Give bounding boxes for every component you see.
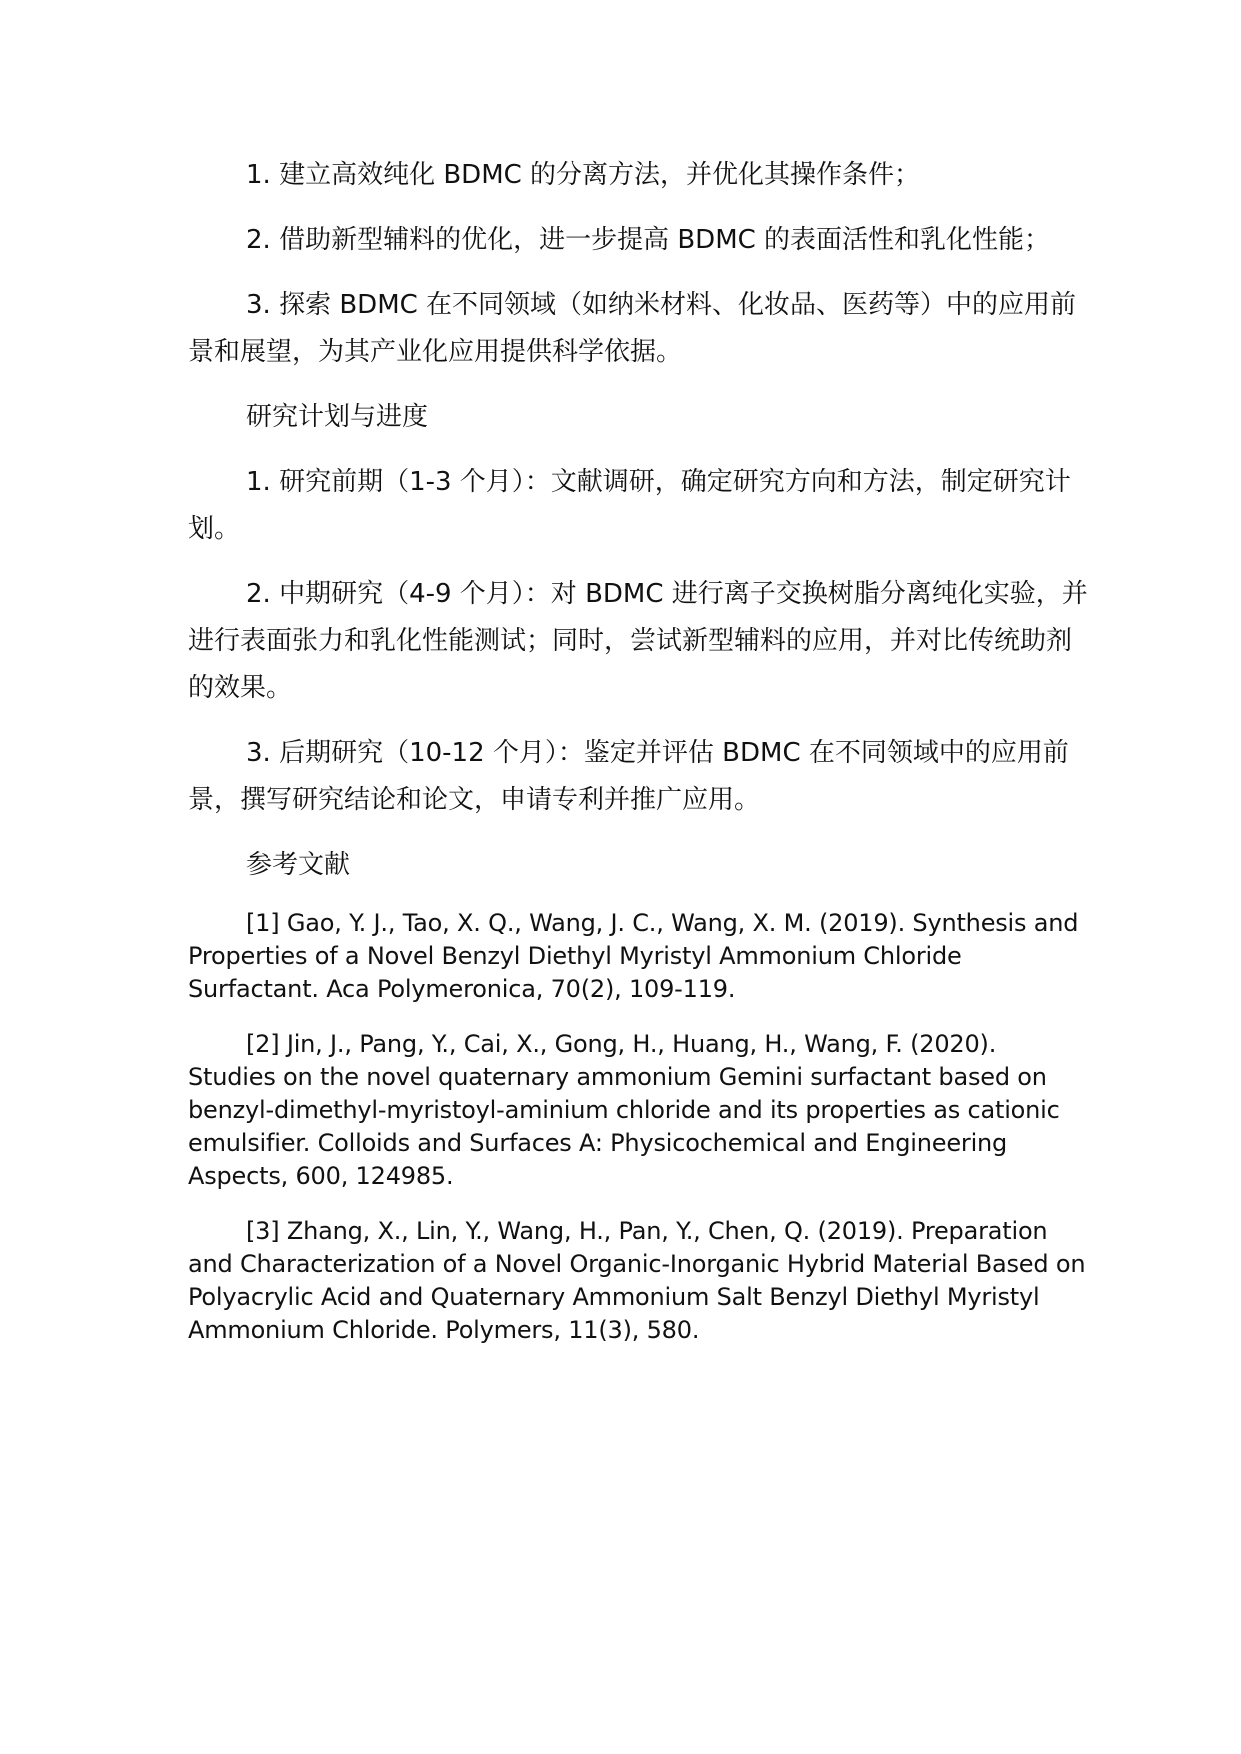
plan-item: 1. 研究前期（1-3 个月）：文献调研，确定研究方向和方法，制定研究计划。 (188, 467, 1071, 544)
objective-item: 2. 借助新型辅料的优化，进一步提高 BDMC 的表面活性和乳化性能； (246, 225, 1051, 255)
reference-item: [3] Zhang, X., Lin, Y., Wang, H., Pan, Y., Chen, Q. (2019). Preparation and Characterization of a Novel Organic-Inorganic Hybrid Material Based on Polyacrylic Acid and Quaternary Ammonium Salt Benzyl Diethyl Myristyl Ammonium Chloride. Polymers, 11(3), 580. (188, 1217, 1086, 1344)
reference-item: [1] Gao, Y. J., Tao, X. Q., Wang, J. C., Wang, X. M. (2019). Synthesis and Properties of a Novel Benzyl Diethyl Myristyl Ammonium Chloride Surfactant. Aca Polymeronica, 70(2), 109-119. (188, 909, 1079, 1003)
plan-heading: 研究计划与进度 (246, 402, 429, 432)
objective-item: 1. 建立高效纯化 BDMC 的分离方法，并优化其操作条件； (246, 160, 921, 190)
objective-item: 3. 探索 BDMC 在不同领域（如纳米材料、化妆品、医药等）中的应用前景和展望，为其产业化应用提供科学依据。 (188, 290, 1077, 367)
plan-item: 3. 后期研究（10-12 个月）：鉴定并评估 BDMC 在不同领域中的应用前景，撰写研究结论和论文，申请专利并推广应用。 (188, 738, 1069, 815)
reference-item: [2] Jin, J., Pang, Y., Cai, X., Gong, H., Huang, H., Wang, F. (2020). Studies on the novel quaternary ammonium Gemini surfactant based on benzyl-dimethyl-myristoyl-aminium chloride and its properties as cationic emulsifier. Colloids and Surfaces A: Physicochemical and Engineering Aspects, 600, 124985. (188, 1030, 1060, 1190)
reference-list (188, 907, 1088, 1347)
plan-item: 2. 中期研究（4-9 个月）：对 BDMC 进行离子交换树脂分离纯化实验，并进行表面张力和乳化性能测试；同时，尝试新型辅料的应用，并对比传统助剂的效果。 (188, 579, 1088, 703)
references-heading: 参考文献 (246, 850, 351, 880)
document-page (188, 152, 1088, 1369)
